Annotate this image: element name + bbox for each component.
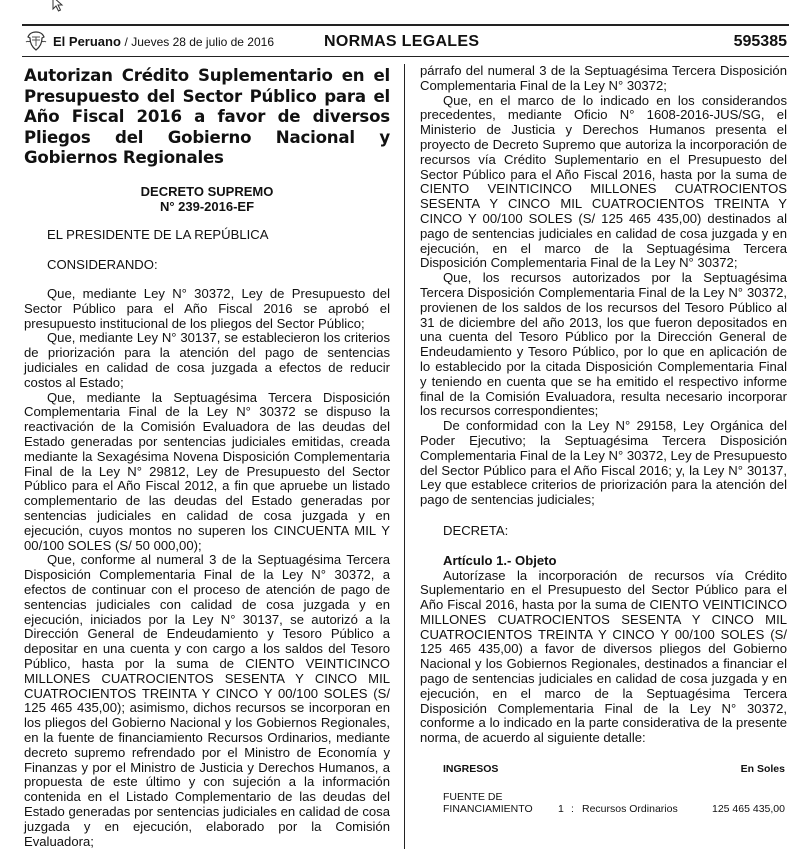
whereas-paragraph-7: De conformidad con la Ley N° 29158, Ley Orgánica del Poder Ejecutivo; la Septuagésima Tercera Disposición Complementaria Final de la Ley N° 30372, Ley de Presupuesto del Sector Público para el Año Fiscal 2016; y, la Ley N° 30137, Ley que establece criterios de priorización para la atención del pago de sentencias judiciales; — [420, 418, 787, 508]
decree-heading — [24, 184, 390, 214]
publication-line — [53, 34, 274, 49]
table-header-currency: En Soles — [740, 763, 785, 776]
table-cell-source: Recursos Ordinarios — [582, 803, 678, 816]
whereas-paragraph-1: Que, mediante Ley N° 30372, Ley de Presupuesto del Sector Público para el Año Fiscal 2016 se aprobó el presupuesto institucional de los pliegos del Sector Público; — [24, 286, 390, 331]
table-cell-number: 1 — [558, 803, 564, 816]
decree-number: N° 239-2016-EF — [159, 198, 255, 214]
section-title: NORMAS LEGALES — [324, 33, 480, 50]
president-line: EL PRESIDENTE DE LA REPÚBLICA — [47, 226, 269, 242]
table-cell-amount: 125 465 435,00 — [712, 803, 785, 816]
page-number: 595385 — [733, 33, 787, 50]
publication-name: El Peruano — [53, 34, 121, 49]
table-header-ingresos: INGRESOS — [443, 763, 499, 776]
right-column — [420, 64, 787, 833]
whereas-paragraph-4-continued: párrafo del numeral 3 de la Septuagésima Tercera Disposición Complementaria Final de la Ley N° 30372; — [420, 63, 787, 93]
publication-date: / Jueves 28 de julio de 2016 — [124, 35, 274, 49]
whereas-paragraph-2: Que, mediante Ley N° 30137, se establecieron los criterios de priorización para la atención del pago de sentencias judiciales en calidad de cosa juzgada a efectos de reducir costos al Estado; — [24, 330, 390, 390]
decree-type: DECRETO SUPREMO — [140, 183, 274, 199]
table-cell-fuente: FUENTE DE FINANCIAMIENTO — [443, 791, 533, 816]
whereas-paragraph-5: Que, en el marco de lo indicado en los considerandos precedentes, mediante Oficio N° 1608-2016-JUS/SG, el Ministerio de Justicia y Derechos Humanos presenta el proyecto de Decreto Supremo que autoriza la incorporación de recursos vía Crédito Suplementario en el Presupuesto del Sector Público para el Año Fiscal 2016, hasta por la suma de CIENTO VEINTICINCO MILLONES CUATROCIENTOS SESENTA Y CINCO MIL CUATROCIENTOS TREINTA Y CINCO Y 00/100 SOLES (S/ 125 465 435,00) destinados al pago de sentencias judiciales en calidad de cosa juzgada y en ejecución, en el marco de la Septuagésima Tercera Disposición Complementaria Final de la Ley N° 30372; — [420, 92, 787, 271]
whereas-paragraph-6: Que, los recursos autorizados por la Septuagésima Tercera Disposición Complementaria Final de la Ley N° 30372, provienen de los saldos de los recursos del Tesoro Público al 31 de diciembre del año 2013, los que fueron depositados en una cuenta del Tesoro Público por la Dirección General de Endeudamiento y Tesoro Público, por lo que en aplicación de lo establecido por la citada Disposición Complementaria Final y teniendo en cuenta que se ha emitido el respectivo informe final de la Comisión Evaluadora, resulta necesario incorporar los recursos correspondientes; — [420, 270, 787, 419]
budget-table — [420, 763, 787, 833]
left-column — [24, 66, 390, 849]
article-1-text: Autorízase la incorporación de recursos vía Crédito Suplementario en el Presupuesto del Sector Público para el Año Fiscal 2016, hasta por la suma de CIENTO VEINTICINCO MILLONES CUATROCIENTOS SESENTA Y CINCO MIL CUATROCIENTOS TREINTA Y CINCO Y 00/100 SOLES (S/ 125 465 435,00) a favor de diversos pliegos del Gobierno Nacional y los Gobiernos Regionales, destinados a financiar el pago de sentencias judiciales en calidad de cosa juzgada y en ejecución, en el marco de la Septuagésima Tercera Disposición Complementaria Final de la Ley N° 30372, conforme a lo indicado en la parte considerativa de la presente norma, de acuerdo al siguiente detalle: — [420, 567, 787, 746]
article-1-title: Artículo 1.- Objeto — [443, 552, 557, 568]
whereas-paragraph-3: Que, mediante la Septuagésima Tercera Disposición Complementaria Final de la Ley N° 30372 se dispuso la reactivación de la Comisión Evaluadora de las deudas del Estado generadas por sentencias judiciales emitidas, creada mediante la Sexagésima Novena Disposición Complementaria Final de la Ley N° 29812, Ley de Presupuesto del Sector Público para el Año Fiscal 2012, a fin que apruebe un listado complementario de las deudas del Estado generadas por sentencias judiciales en calidad de cosa juzgada y en ejecución, cuyos montos no superen los CINCUENTA MIL Y 00/100 SOLES (S/ 50 000,00); — [24, 389, 390, 553]
article-title: Autorizan Crédito Suplementario en el Presupuesto del Sector Público para el Año Fiscal 2016 a favor de diversos Pliegos del Gobierno Nacional y Gobiernos Regionales — [24, 66, 390, 167]
table-cell-colon: : — [571, 803, 574, 816]
whereas-paragraph-4: Que, conforme al numeral 3 de la Septuagésima Tercera Disposición Complementaria Final de la Ley N° 30372, a efectos de continuar con el proceso de atención de pago de sentencias judiciales con calidad de cosa juzgada y en ejecución, iniciados por la Ley N° 30137, se autorizó a la Dirección General de Endeudamiento y Tesoro Público a depositar en una cuenta y con cargo a los saldos del Tesoro Público, hasta por la suma de CIENTO VEINTICINCO MILLONES CUATROCIENTOS SESENTA Y CINCO MIL CUATROCIENTOS TREINTA Y CINCO Y 00/100 SOLES (S/ 125 465 435,00); asimismo, dichos recursos se incorporan en los pliegos del Gobierno Nacional y los Gobiernos Regionales, en la fuente de financiamiento Recursos Ordinarios, mediante decreto supremo refrendado por el Ministro de Economía y Finanzas y por el Ministro de Justicia y Derechos Humanos, a propuesta de este último y con sujeción a la información contenida en el Listado Complementario de las deudas del Estado generadas por sentencias judiciales en calidad de cosa juzgada y en ejecución, elaborado por la Comisión Evaluadora; — [24, 552, 390, 849]
coat-of-arms-icon — [25, 30, 47, 52]
considering-heading: CONSIDERANDO: — [47, 257, 158, 273]
column-divider — [404, 64, 405, 849]
mouse-cursor-icon — [52, 0, 66, 12]
page-header — [22, 24, 789, 57]
decreta-heading: DECRETA: — [443, 522, 509, 538]
